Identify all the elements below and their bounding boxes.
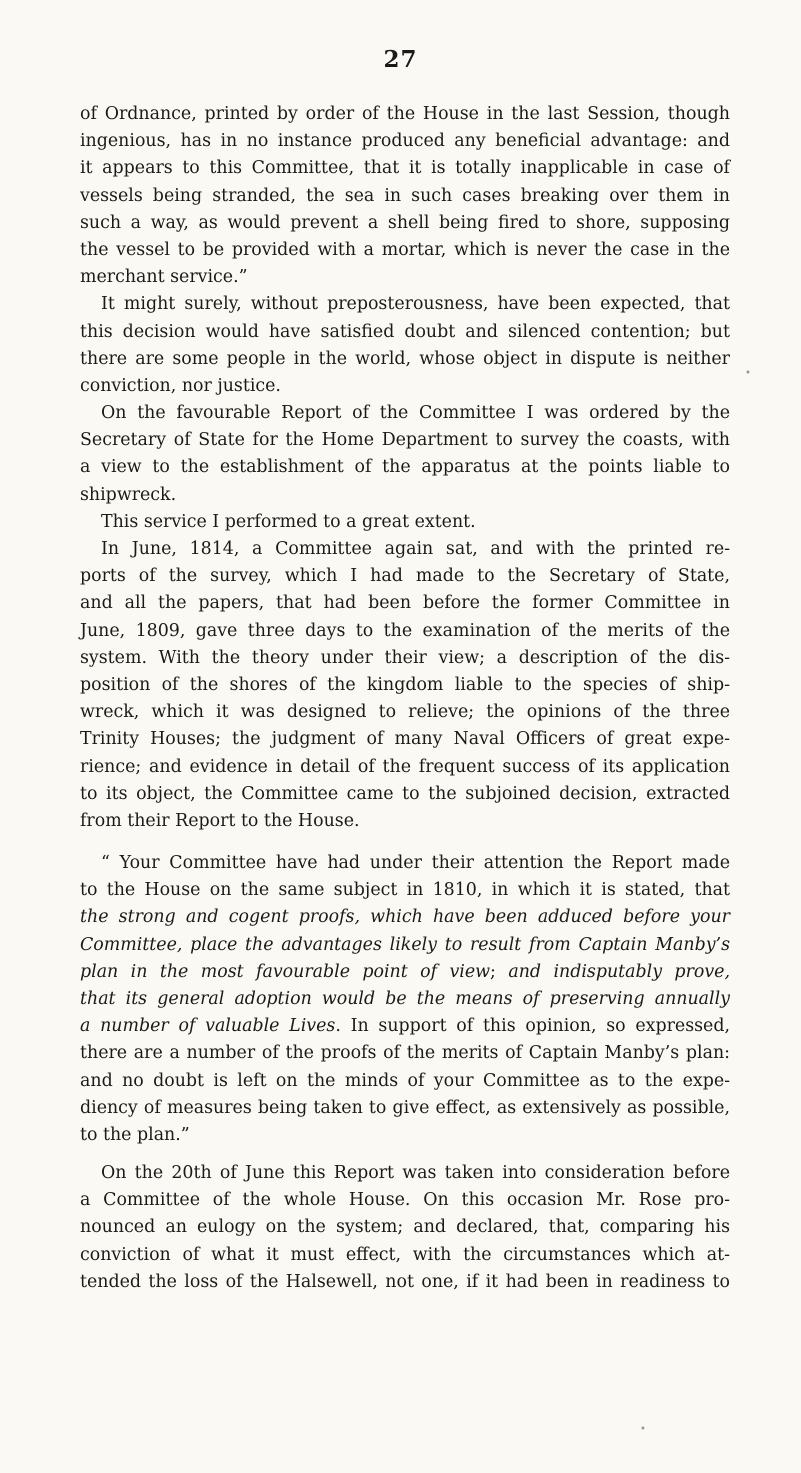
text-line	[80, 781, 730, 808]
text-line	[80, 183, 730, 210]
roman-text: to its object, the Committee came to the subjoined decision, extracted	[80, 783, 730, 804]
text-line	[80, 346, 730, 373]
text-line	[80, 454, 730, 481]
roman-text: On the 20th of June this Report was taken into consideration before	[101, 1163, 730, 1183]
text-line	[80, 726, 730, 753]
roman-text: On the favourable Report of the Committee I was ordered by the	[101, 403, 730, 424]
body-text-block	[80, 101, 730, 835]
roman-text: shipwreck.	[80, 484, 177, 505]
roman-text: ingenious, has in no instance produced any beneficial advantage: and	[80, 131, 730, 152]
text-line	[80, 536, 730, 563]
roman-text: nounced an eulogy on the system; and declared, that, comparing his	[80, 1217, 730, 1238]
roman-text: a view to the establishment of the apparatus at the points liable to	[80, 457, 730, 478]
roman-text: In June, 1814, a Committee again sat, and with the printed re-	[101, 539, 730, 559]
page-number: 27	[383, 46, 418, 73]
roman-text: conviction of what it must effect, with the circumstances which at-	[80, 1244, 730, 1265]
text-line	[80, 400, 730, 427]
text-line	[80, 155, 730, 182]
text-line	[80, 1187, 730, 1214]
text-line	[80, 645, 730, 672]
roman-text: the vessel to be provided with a mortar, which is never the case in the	[80, 239, 730, 260]
roman-text: vessels being stranded, the sea in such cases breaking over them in	[80, 185, 730, 206]
text-line	[80, 319, 730, 346]
text-line	[80, 754, 730, 781]
text-line	[80, 1040, 730, 1067]
roman-text: diency of measures being taken to give effect, as extensively as possible,	[80, 1097, 730, 1118]
roman-text: It might surely, without preposterousness, have been expected, that	[101, 294, 730, 315]
italic-text: Committee, place the advantages likely to result from Captain Manby’s	[80, 934, 730, 955]
roman-text: . In support of this opinion, so expressed,	[335, 1016, 730, 1037]
text-line	[80, 1269, 730, 1296]
paper-speck: •	[640, 1424, 646, 1435]
roman-text: conviction, nor justice.	[80, 375, 281, 396]
roman-text: “ Your Committee have had under their attention the Report made	[101, 853, 730, 873]
text-line	[80, 699, 730, 726]
roman-text: ;	[490, 961, 509, 982]
text-line	[80, 1013, 730, 1040]
text-line	[80, 672, 730, 699]
roman-text: there are some people in the world, whose object in dispute is neither	[80, 348, 730, 369]
roman-text: merchant service.”	[80, 267, 248, 288]
text-line	[80, 101, 730, 128]
roman-text: This service I performed to a great extent.	[101, 511, 476, 532]
text-line	[80, 959, 730, 986]
text-line	[80, 590, 730, 617]
text-line	[80, 932, 730, 959]
roman-text: to the plan.”	[80, 1124, 190, 1145]
roman-text: there are a number of the proofs of the merits of Captain Manby’s plan:	[80, 1043, 730, 1064]
roman-text: and all the papers, that had been before the former Committee in	[80, 593, 730, 614]
text-line	[80, 1160, 730, 1187]
roman-text: position of the shores of the kingdom liable to the species of ship-	[80, 674, 730, 695]
text-line	[80, 1095, 730, 1122]
text-line	[80, 877, 730, 904]
roman-text: this decision would have satisfied doubt and silenced contention; but	[80, 321, 730, 342]
text-line	[80, 618, 730, 645]
text-line	[80, 291, 730, 318]
text-line	[80, 1214, 730, 1241]
text-line	[80, 373, 730, 400]
text-line	[80, 427, 730, 454]
text-line	[80, 904, 730, 931]
text-line	[80, 482, 730, 509]
text-line	[80, 128, 730, 155]
italic-text: plan in the most favourable point of view	[80, 961, 491, 982]
text-line	[80, 808, 730, 835]
roman-text: rience; and evidence in detail of the frequent success of its application	[80, 756, 730, 777]
italic-text: the strong and cogent proofs, which have been adduced before your	[80, 907, 730, 928]
roman-text: Trinity Houses; the judgment of many Naval Officers of great expe-	[80, 729, 730, 750]
text-line	[80, 986, 730, 1013]
quoted-report-block	[80, 850, 730, 1149]
text-line	[80, 1242, 730, 1269]
roman-text: system. With the theory under their view; a description of the dis-	[80, 647, 730, 668]
paper-speck: •	[745, 368, 751, 379]
italic-text: and indisputably prove,	[508, 961, 730, 982]
italic-text: a number of valuable Lives	[80, 1016, 336, 1037]
roman-text: June, 1809, gave three days to the examination of the merits of the	[80, 620, 730, 641]
roman-text: from their Report to the House.	[80, 810, 360, 831]
roman-text: tended the loss of the Halsewell, not one, if it had been in readiness to	[80, 1271, 730, 1292]
text-line	[80, 850, 730, 877]
roman-text: wreck, which it was designed to relieve; the opinions of the three	[80, 702, 730, 723]
text-line	[80, 1122, 730, 1149]
text-line	[80, 264, 730, 291]
text-line	[80, 563, 730, 590]
roman-text: such a way, as would prevent a shell being fired to shore, supposing	[80, 212, 730, 233]
roman-text: it appears to this Committee, that it is totally inapplicable in case of	[80, 158, 730, 179]
roman-text: a Committee of the whole House. On this occasion Mr. Rose pro-	[80, 1190, 730, 1211]
roman-text: Secretary of State for the Home Department to survey the coasts, with	[80, 430, 730, 451]
text-line	[80, 237, 730, 264]
closing-paragraph-block	[80, 1160, 730, 1296]
roman-text: to the House on the same subject in 1810, in which it is stated, that	[80, 880, 730, 901]
roman-text: and no doubt is left on the minds of your Committee as to the expe-	[80, 1070, 730, 1091]
text-line	[80, 210, 730, 237]
roman-text: of Ordnance, printed by order of the House in the last Session, though	[80, 104, 730, 124]
roman-text: ports of the survey, which I had made to the Secretary of State,	[80, 566, 730, 587]
italic-text: that its general adoption would be the means of preserving annually	[80, 988, 730, 1009]
text-line	[80, 509, 730, 536]
text-line	[80, 1068, 730, 1095]
